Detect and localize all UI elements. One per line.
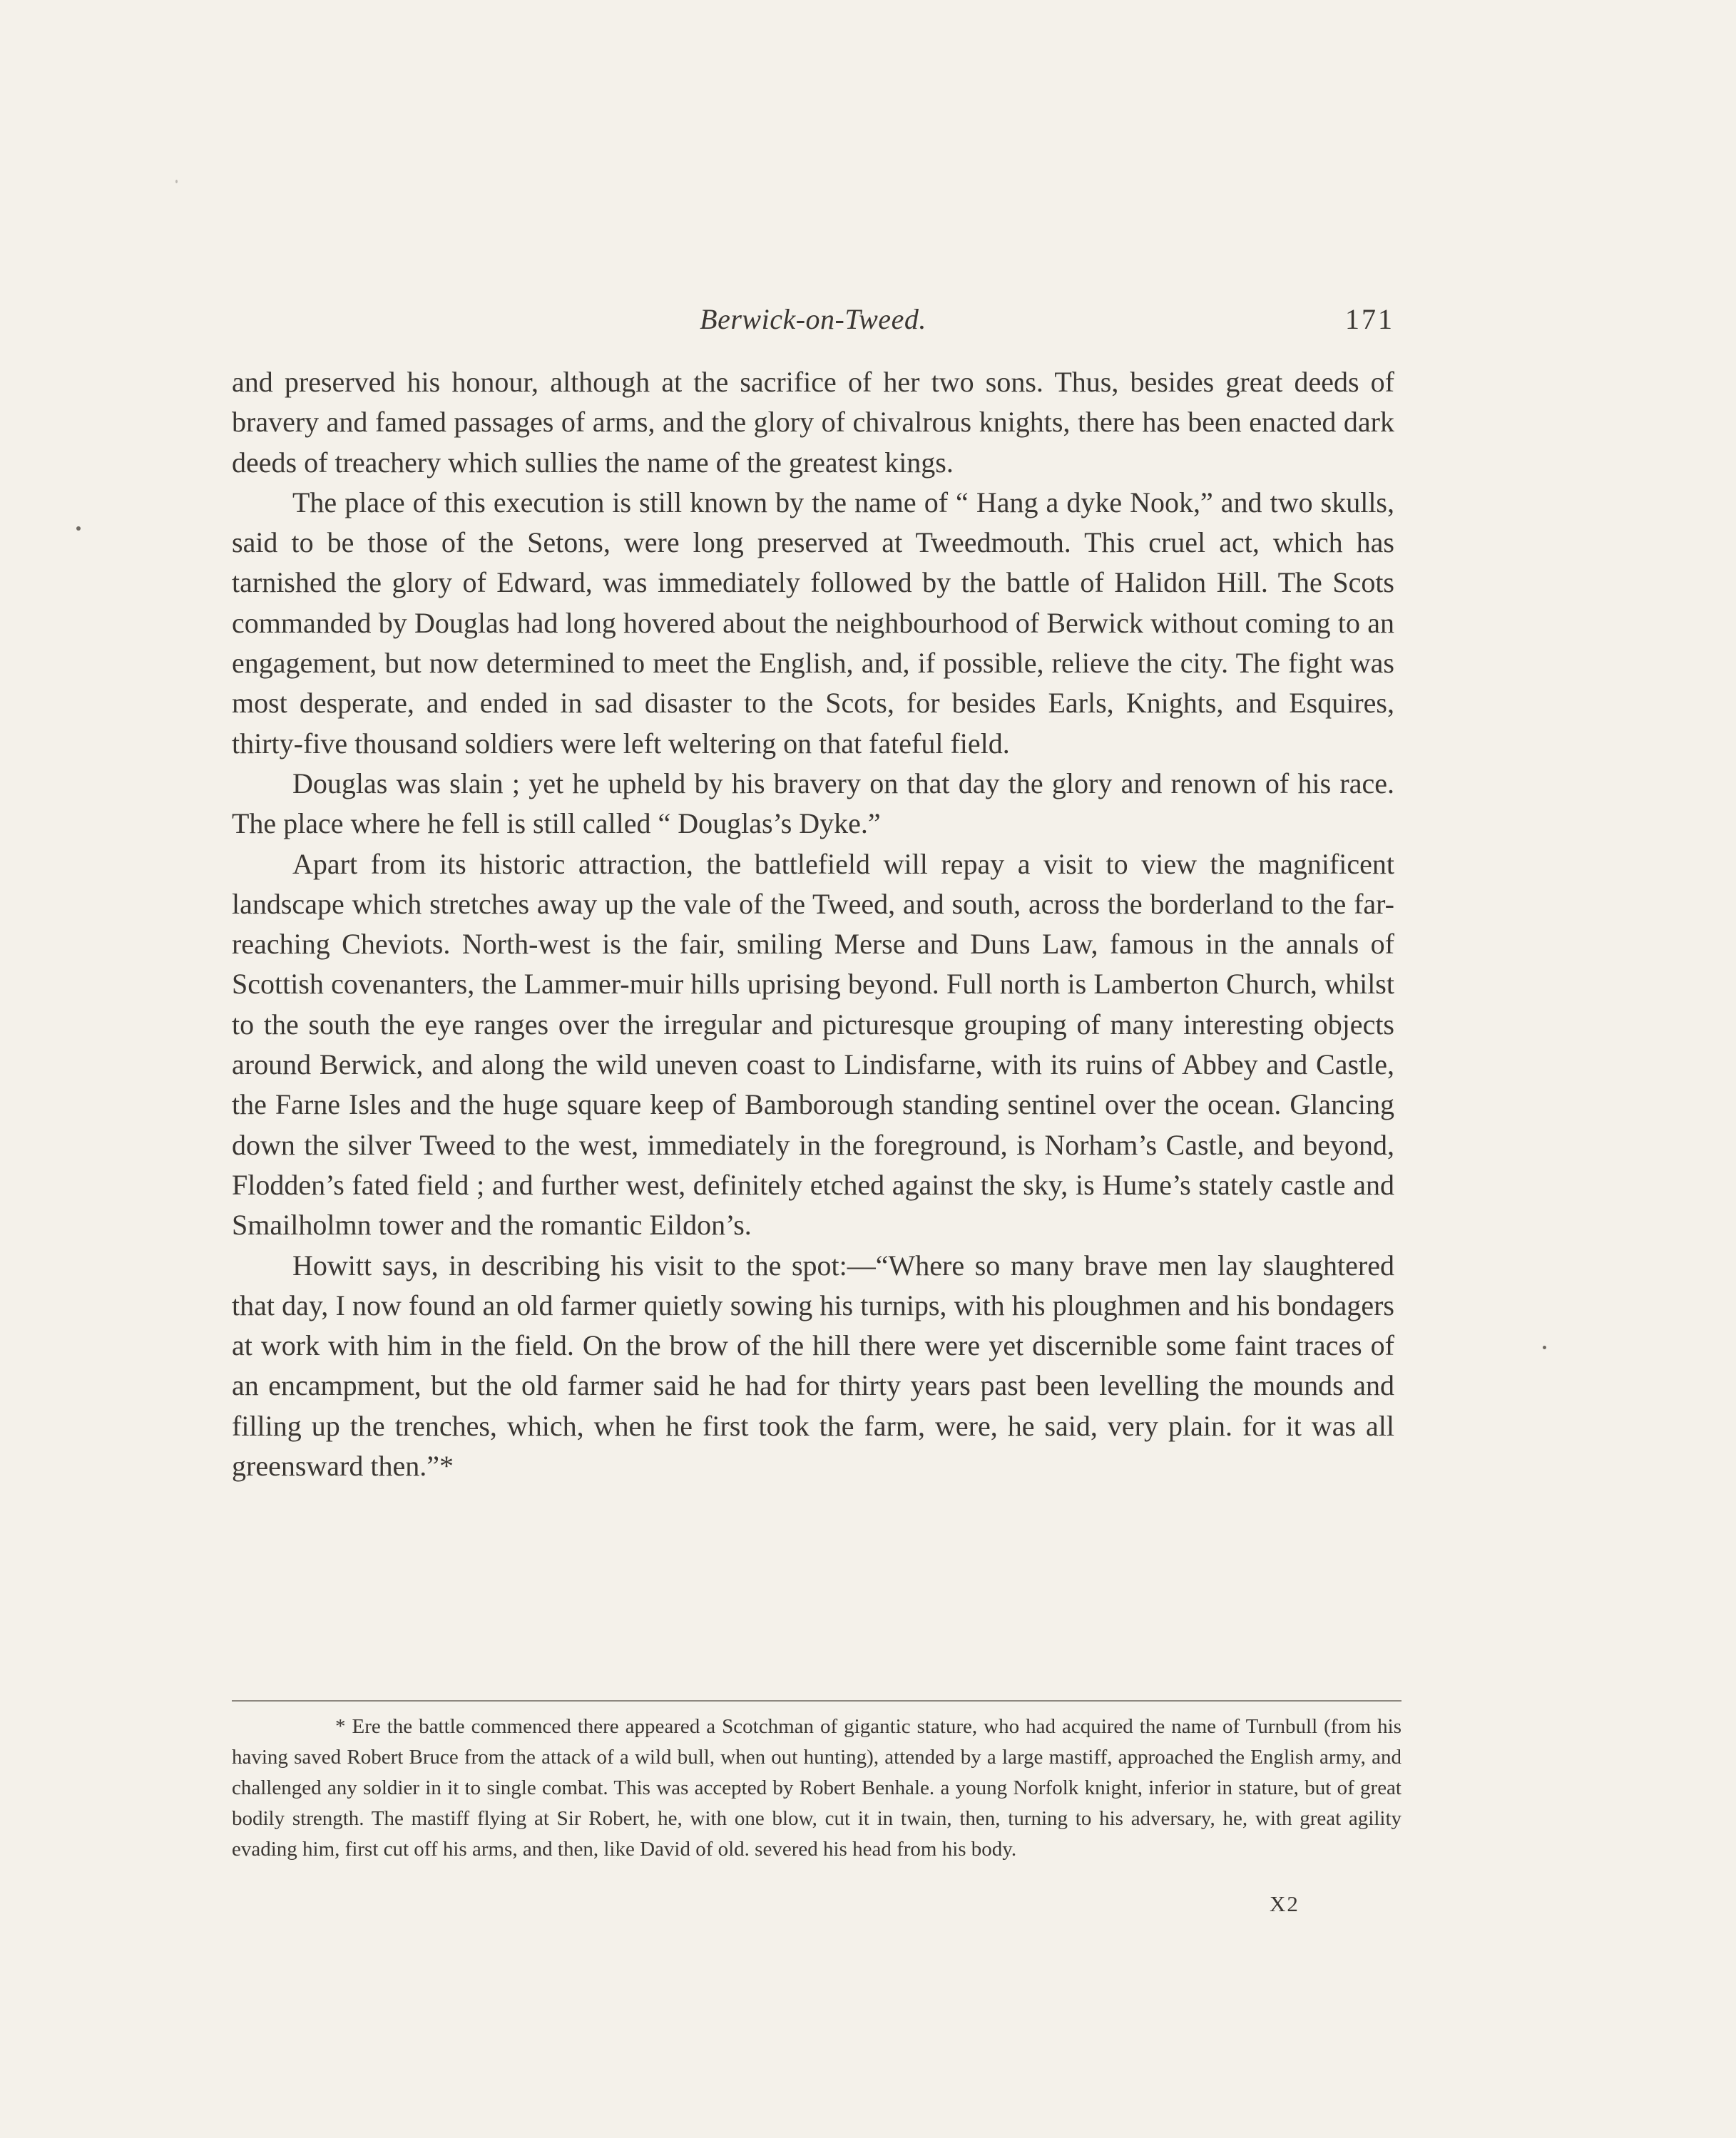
paragraph-3: Douglas was slain ; yet he upheld by his bravery on that day the glory and renown of his race. The place where he fell is still called “ Douglas’s Dyke.” — [232, 767, 1394, 840]
page-number: 171 — [1345, 303, 1394, 335]
paper-speck — [175, 180, 178, 183]
footnote: * Ere the battle commenced there appeared a Scotchman of gigantic stature, who had acquired the name of Turnbull (from his having saved Robert Bruce from the attack of a wild bull, when out hunting), attended by a large mastiff, approached the English army, and challenged any soldier in it to single combat. This was accepted by Robert Benhale. a young Norfolk knight, inferior in stature, but of great bodily strength. The mastiff flying at Sir Robert, he, with one blow, cut it in twain, then, turning to his adversary, he, with great agility evading him, first cut off his arms, and then, like David of old. severed his head from his body. — [232, 1715, 1401, 1861]
running-title: Berwick-on-Tweed. — [700, 303, 926, 335]
paragraph-2: The place of this execution is still known by the name of “ Hang a dyke Nook,” and two skulls, said to be those of the Setons, were long preserved at Tweedmouth. This cruel act, which has tarnished the glory of Edward, was immediately followed by the battle of Halidon Hill. The Scots commanded by Douglas had long hovered about the neighbourhood of Berwick without coming to an engagement, but now determined to meet the English, and, if possible, relieve the city. The fight was most desperate, and ended in sad disaster to the Scots, for besides Earls, Knights, and Esquires, thirty-five thousand soldiers were left weltering on that fateful field. — [232, 486, 1394, 759]
paragraph-1: and preserved his honour, although at the sacrifice of her two sons. Thus, besides great deeds of bravery and famed passages of arms, and the glory of chivalrous knights, there has been enacted dark deeds of treachery which sullies the name of the greatest kings. — [232, 366, 1394, 479]
running-head — [232, 298, 1394, 341]
paper-speck — [1543, 1346, 1546, 1349]
footnote-rule — [232, 1700, 1401, 1702]
body-text — [232, 362, 1394, 1486]
paragraph-5: Howitt says, in describing his visit to the spot:—“Where so many brave men lay slaughtered that day, I now found an old farmer quietly sowing his turnips, with his ploughmen and his bondagers at work with him in the field. On the brow of the hill there were yet discernible some faint traces of an encampment, but the old farmer said he had for thirty years past been levelling the mounds and filling up the trenches, which, when he first took the farm, were, he said, very plain. for it was all greensward then.”* — [232, 1249, 1394, 1483]
paper-speck — [76, 526, 81, 531]
signature-mark: X2 — [1270, 1891, 1300, 1916]
paragraph-4: Apart from its historic attraction, the battlefield will repay a visit to view the magnificent landscape which stretches away up the vale of the Tweed, and south, across the borderland to the far-reaching Cheviots. North-west is the fair, smiling Merse and Duns Law, famous in the annals of Scottish covenanters, the Lammer-muir hills uprising beyond. Full north is Lamberton Church, whilst to the south the eye ranges over the irregular and picturesque grouping of many interesting objects around Berwick, and along the wild uneven coast to Lindisfarne, with its ruins of Abbey and Castle, the Farne Isles and the huge square keep of Bamborough standing sentinel over the ocean. Glancing down the silver Tweed to the west, immediately in the foreground, is Norham’s Castle, and beyond, Flodden’s fated field ; and further west, definitely etched against the sky, is Hume’s stately castle and Smailholmn tower and the romantic Eildon’s. — [232, 847, 1394, 1242]
